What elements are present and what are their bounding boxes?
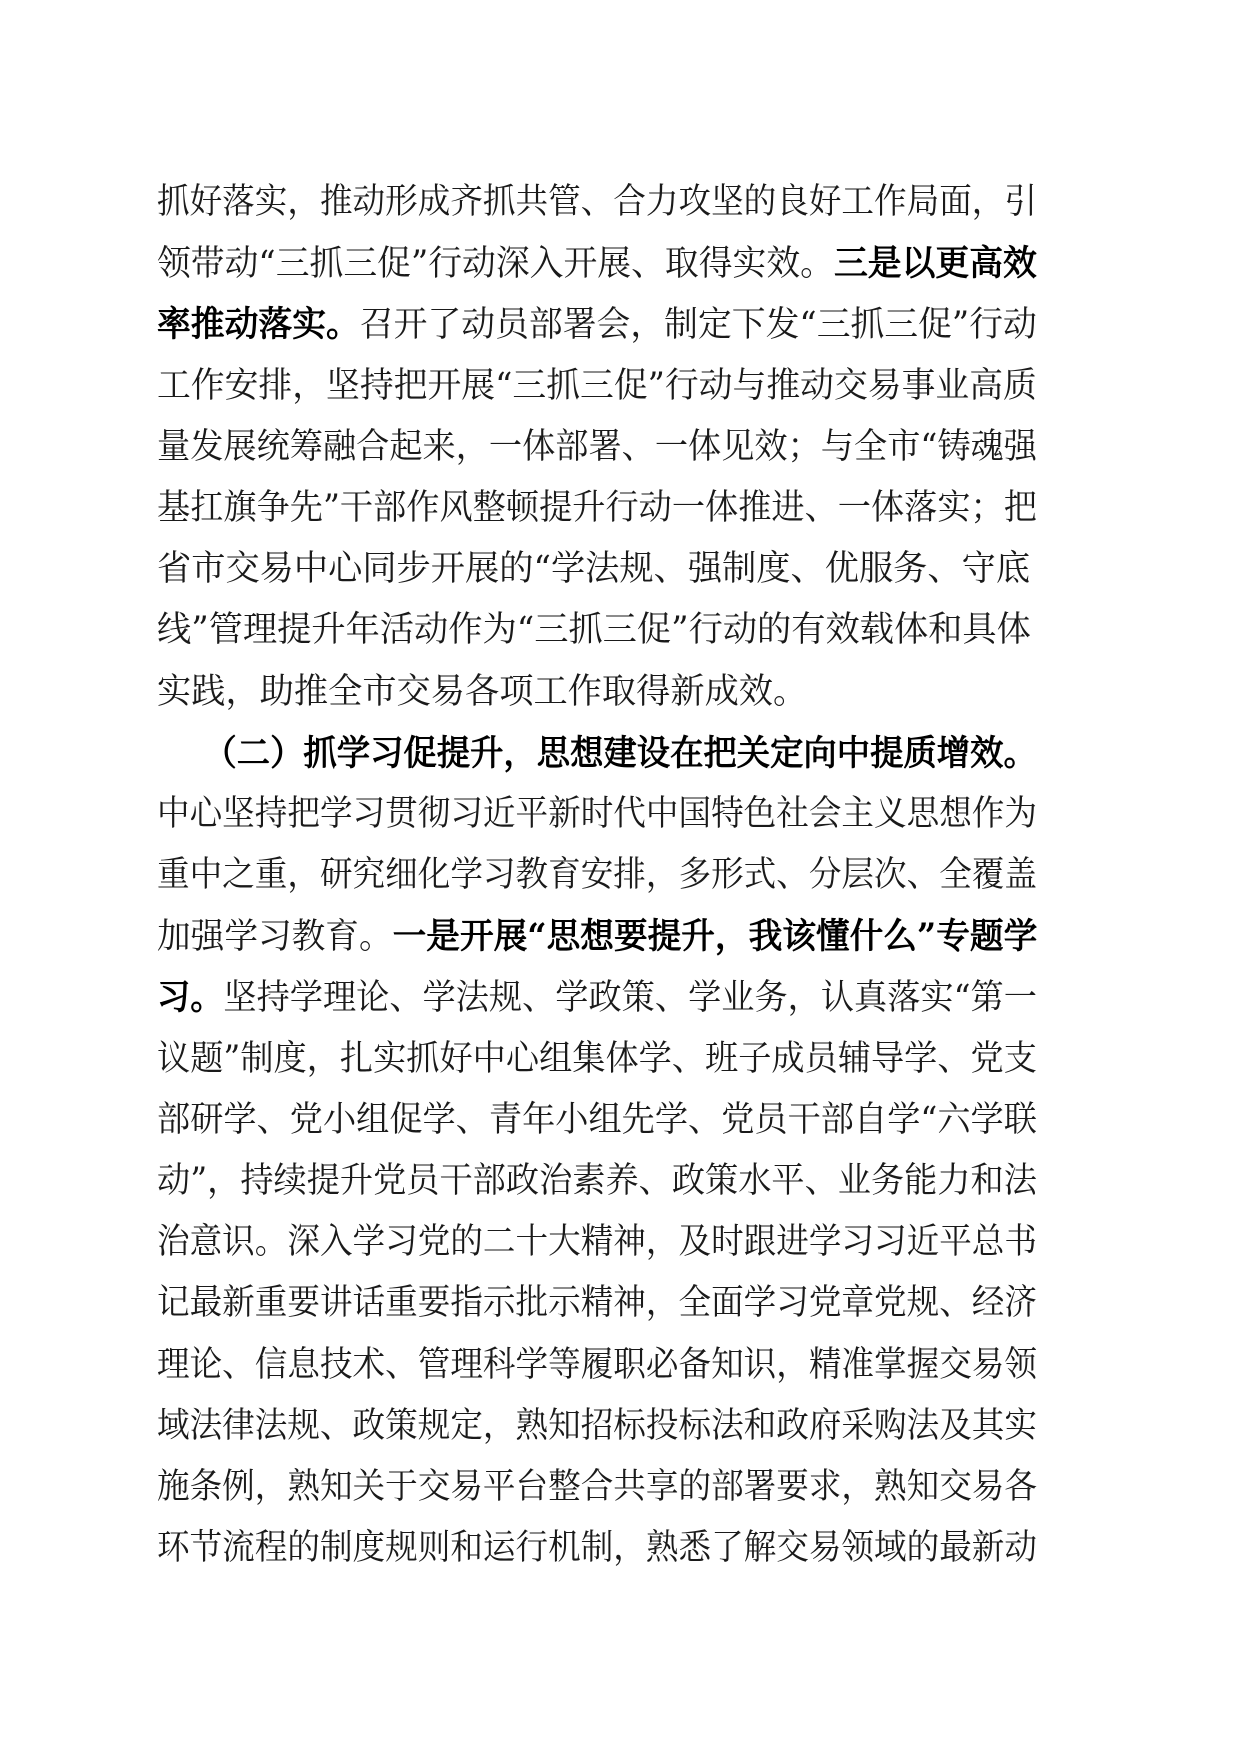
text-line [157, 906, 1038, 967]
text-segment: 抓好落实，推动形成齐抓共管、合力攻坚的良好工作局面，引 [157, 182, 1037, 222]
text-line [157, 172, 1037, 233]
text-line [157, 294, 1037, 355]
text-segment: 坚持学理论、学法规、学政策、学业务，认真落实“第一 [223, 978, 1037, 1019]
text-line [157, 539, 1037, 600]
text-line [157, 1335, 1037, 1396]
bold-text-segment: 习。 [157, 977, 224, 1019]
text-line [157, 1212, 1037, 1273]
text-line [157, 1396, 1037, 1457]
text-line [157, 1457, 1037, 1518]
text-segment: 施条例，熟知关于交易平台整合共享的部署要求，熟知交易各 [157, 1466, 1037, 1507]
text-line [157, 1090, 1037, 1151]
text-line [157, 233, 1037, 294]
text-segment: 加强学习教育。 [157, 917, 393, 958]
bold-text-segment: 三是以更高效 [833, 243, 1037, 285]
body-text [157, 172, 1057, 1579]
bold-text-segment: 一是开展“思想要提升，我该懂什么”专题学 [392, 916, 1038, 958]
text-line [157, 967, 1037, 1028]
text-line [157, 784, 1037, 845]
text-line [157, 600, 1037, 661]
text-segment: 域法律法规、政策规定，熟知招标投标法和政府采购法及其实 [157, 1405, 1037, 1446]
text-segment: 理论、信息技术、管理科学等履职必备知识，精准掌握交易领 [157, 1344, 1037, 1385]
text-segment: 记最新重要讲话重要指示批示精神，全面学习党章党规、经济 [157, 1283, 1037, 1324]
text-segment: 环节流程的制度规则和运行机制，熟悉了解交易领域的最新动 [157, 1528, 1037, 1569]
text-segment: 部研学、党小组促学、青年小组先学、党员干部自学“六学联 [157, 1099, 1037, 1140]
text-segment: 议题”制度，扎实抓好中心组集体学、班子成员辅导学、党支 [157, 1038, 1037, 1079]
text-segment: 省市交易中心同步开展的“学法规、强制度、优服务、守底 [157, 549, 1031, 590]
text-segment: 召开了动员部署会，制定下发“三抓三促”行动 [359, 305, 1037, 346]
text-line [157, 417, 1037, 478]
text-segment: 领带动“三抓三促”行动深入开展、取得实效。 [157, 244, 834, 285]
text-segment: 实践，助推全市交易各项工作取得新成效。 [157, 671, 808, 712]
text-segment: 量发展统筹融合起来，一体部署、一体见效；与全市“铸魂强 [157, 426, 1037, 467]
text-segment: 中心坚持把学习贯彻习近平新时代中国特色社会主义思想作为 [157, 793, 1037, 834]
text-line [157, 1151, 1037, 1212]
text-line [157, 1273, 1037, 1334]
text-segment: 重中之重，研究细化学习教育安排，多形式、分层次、全覆盖 [157, 855, 1037, 896]
bold-text-segment: 率推动落实。 [157, 304, 360, 346]
text-line [157, 478, 1037, 539]
text-line [157, 1518, 1037, 1579]
text-line [157, 845, 1037, 906]
text-segment: 基扛旗争先”干部作风整顿提升行动一体推进、一体落实；把 [157, 487, 1037, 528]
text-segment: 治意识。深入学习党的二十大精神，及时跟进学习习近平总书 [157, 1222, 1037, 1263]
text-segment: 动”，持续提升党员干部政治素养、政策水平、业务能力和法 [157, 1161, 1037, 1201]
bold-text-segment: （二）抓学习促提升，思想建设在把关定向中提质增效。 [157, 732, 1037, 774]
text-segment: 线”管理提升年活动作为“三抓三促”行动的有效载体和具体 [157, 610, 1031, 651]
text-line [157, 356, 1037, 417]
text-line [157, 662, 1037, 723]
text-line [157, 1029, 1037, 1090]
text-line [157, 723, 1037, 784]
text-segment: 工作安排，坚持把开展“三抓三促”行动与推动交易事业高质 [157, 365, 1037, 406]
